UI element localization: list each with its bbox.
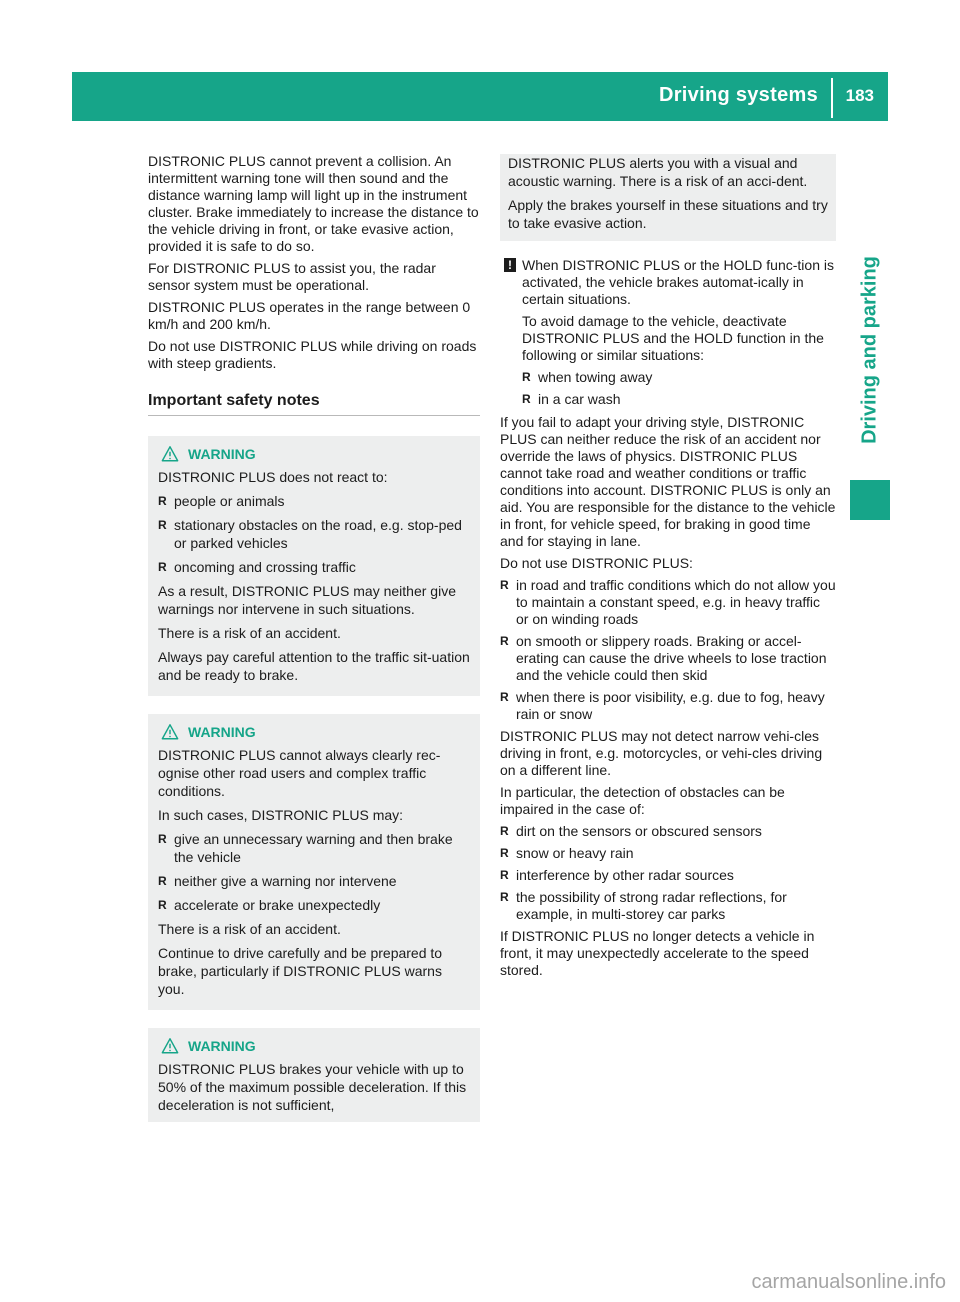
- warning-box: [148, 436, 480, 696]
- warning-text: DISTRONIC PLUS cannot always clearly rec-ognise other road users and complex traffic conditions.: [158, 747, 441, 799]
- list-item: R neither give a warning nor intervene: [158, 872, 472, 890]
- warning-text: DISTRONIC PLUS brakes your vehicle with up to 50% of the maximum possible deceleration. If this deceleration is not sufficient,: [158, 1061, 467, 1113]
- list-item: R interference by other radar sources: [500, 867, 836, 884]
- intro-paragraph: For DISTRONIC PLUS to assist you, the radar sensor system must be operational.: [148, 260, 436, 293]
- warning-text: There is a risk of an accident.: [158, 625, 341, 641]
- body-paragraph: If DISTRONIC PLUS no longer detects a vehicle in front, it may unexpectedly accelerate to the speed stored.: [500, 928, 815, 978]
- warning-header: [158, 445, 472, 463]
- warning-triangle-icon: [161, 1037, 179, 1055]
- warning-text: There is a risk of an accident.: [158, 921, 341, 937]
- section-heading: Important safety notes: [148, 392, 480, 416]
- warning-title: WARNING: [188, 1038, 256, 1054]
- list-item: R snow or heavy rain: [500, 845, 836, 862]
- list-item: R stationary obstacles on the road, e.g. stop-ped or parked vehicles: [158, 516, 472, 552]
- warning-box: [148, 1028, 480, 1122]
- page-number: 183: [845, 86, 874, 105]
- warning-text: Apply the brakes yourself in these situations and try to take evasive action.: [508, 197, 828, 231]
- list-item: R accelerate or brake unexpectedly: [158, 896, 472, 914]
- list-item: R in road and traffic conditions which do not allow you to maintain a constant speed, e.g. in heavy traffic or on winding roads: [500, 577, 836, 628]
- body-paragraph: DISTRONIC PLUS may not detect narrow vehi-cles driving in front, e.g. motorcycles, or vehi-cles driving on a different line.: [500, 728, 823, 778]
- list-item: R oncoming and crossing traffic: [158, 558, 472, 576]
- list-item: R give an unnecessary warning and then brake the vehicle: [158, 830, 472, 866]
- list-item: R in a car wash: [522, 391, 836, 408]
- notice-text: When DISTRONIC PLUS or the HOLD func-tion is activated, the vehicle brakes automat-ically in certain situations.: [522, 257, 834, 307]
- watermark: carmanualsonline.info: [751, 1271, 946, 1293]
- body-paragraph: If you fail to adapt your driving style, DISTRONIC PLUS can neither reduce the risk of an accident nor override the laws of physics. DISTRONIC PLUS cannot take road and weather conditions or traffic conditions into account. DISTRONIC PLUS is only an aid. You are responsible for the distance to the vehicle in front, for vehicle speed, for braking in good time and for staying in lane.: [500, 414, 836, 549]
- intro-paragraph: DISTRONIC PLUS cannot prevent a collision. An intermittent warning tone will then sound and the distance warning lamp will light up in the instrument cluster. Brake immediately to increase the distance to the vehicle driving in front, or take evasive action, provided it is safe to do so.: [148, 153, 479, 254]
- notice-body: [500, 257, 836, 408]
- warning-text: Continue to drive carefully and be prepared to brake, particularly if DISTRONIC PLUS warns you.: [158, 945, 443, 997]
- warning-continuation-box: [500, 154, 836, 241]
- warning-title: WARNING: [188, 446, 256, 462]
- warning-text: DISTRONIC PLUS does not react to:: [158, 469, 388, 485]
- exclamation-icon: !: [504, 258, 516, 272]
- header-divider: [831, 78, 833, 118]
- left-column: [148, 153, 480, 1140]
- intro-paragraph: DISTRONIC PLUS operates in the range between 0 km/h and 200 km/h.: [148, 299, 471, 332]
- warning-title: WARNING: [188, 724, 256, 740]
- intro-paragraph: Do not use DISTRONIC PLUS while driving on roads with steep gradients.: [148, 338, 477, 371]
- body-paragraph: Do not use DISTRONIC PLUS:: [500, 555, 693, 571]
- header-title: Driving systems: [658, 84, 818, 106]
- body-paragraph: In particular, the detection of obstacles can be impaired in the case of:: [500, 784, 785, 817]
- right-column: [500, 155, 836, 984]
- warning-triangle-icon: [161, 723, 179, 741]
- list-item: R when towing away: [522, 369, 836, 386]
- warning-header: [158, 723, 472, 741]
- list-item: R the possibility of strong radar reflections, for example, in multi-storey car parks: [500, 889, 836, 923]
- warning-triangle-icon: [161, 445, 179, 463]
- warning-text: Always pay careful attention to the traffic sit-uation and be ready to brake.: [158, 649, 470, 683]
- notice-text: To avoid damage to the vehicle, deactivate DISTRONIC PLUS and the HOLD function in the following or similar situations:: [522, 313, 824, 363]
- list-item: R on smooth or slippery roads. Braking or accel-erating can cause the drive wheels to lose traction and the vehicle could then skid: [500, 633, 836, 684]
- list-item: R dirt on the sensors or obscured sensors: [500, 823, 836, 840]
- warning-box: [148, 714, 480, 1010]
- warning-text: As a result, DISTRONIC PLUS may neither give warnings nor intervene in such situations.: [158, 583, 456, 617]
- side-tab-marker: [850, 480, 890, 520]
- warning-header: [158, 1037, 472, 1055]
- side-tab: [850, 240, 890, 460]
- list-item: R people or animals: [158, 492, 472, 510]
- notice: [500, 257, 836, 408]
- list-item: R when there is poor visibility, e.g. due to fog, heavy rain or snow: [500, 689, 836, 723]
- warning-text: DISTRONIC PLUS alerts you with a visual and acoustic warning. There is a risk of an acci-dent.: [508, 155, 808, 189]
- side-tab-label: Driving and parking: [858, 256, 881, 444]
- warning-text: In such cases, DISTRONIC PLUS may:: [158, 807, 404, 823]
- page-header: [72, 72, 888, 121]
